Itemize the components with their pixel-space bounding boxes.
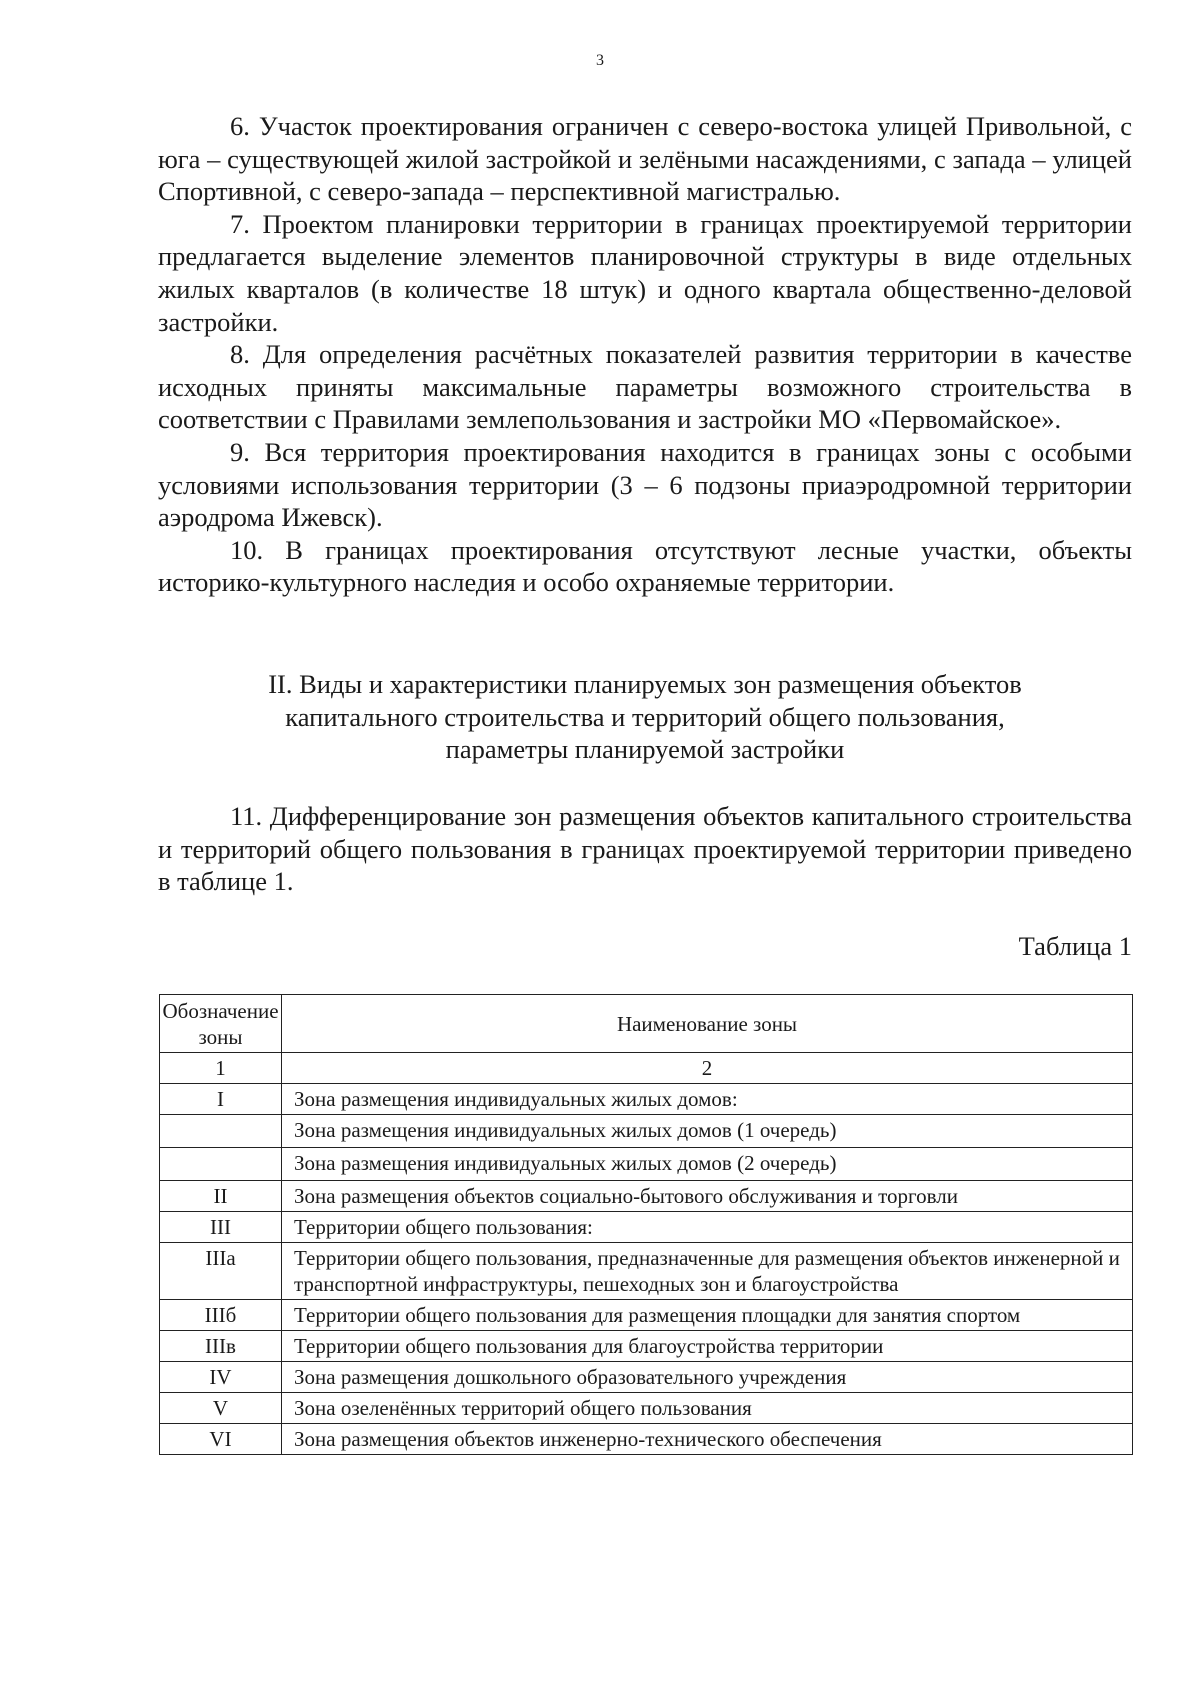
table-header-row <box>160 995 1133 1053</box>
zone-name: Зона размещения объектов социально-бытового обслуживания и торговли <box>282 1181 1133 1212</box>
zone-code: III <box>160 1212 282 1243</box>
zone-name: Зона размещения дошкольного образовательного учреждения <box>282 1362 1133 1393</box>
table-column-numbers-row <box>160 1053 1133 1084</box>
zone-name: Зона размещения индивидуальных жилых домов (1 очередь) <box>282 1115 1133 1148</box>
zone-code: I <box>160 1084 282 1115</box>
zone-code: IIIа <box>160 1243 282 1300</box>
page-number: 3 <box>596 52 604 69</box>
zone-code: IIIб <box>160 1300 282 1331</box>
zone-code: IV <box>160 1362 282 1393</box>
table-caption: Таблица 1 <box>1018 931 1132 961</box>
zone-name: Зона размещения индивидуальных жилых домов: <box>282 1084 1133 1115</box>
zone-name: Территории общего пользования: <box>282 1212 1133 1243</box>
zone-code: II <box>160 1181 282 1212</box>
zone-name: Зона размещения индивидуальных жилых домов (2 очередь) <box>282 1148 1133 1181</box>
zone-name: Территории общего пользования для благоустройства территории <box>282 1331 1133 1362</box>
paragraph-6: 6. Участок проектирования ограничен с северо-востока улицей Привольной, с юга – существующей жилой застройкой и зелёными насаждениями, с запада – улицей Спортивной, с северо-запада – перспективной магистралью. <box>158 111 1132 207</box>
zone-code <box>160 1115 282 1148</box>
table-row <box>160 1393 1133 1424</box>
table-row <box>160 1084 1133 1115</box>
table-row <box>160 1362 1133 1393</box>
table-row <box>160 1212 1133 1243</box>
table-row <box>160 1300 1133 1331</box>
table-row <box>160 1424 1133 1455</box>
paragraph-9: 9. Вся территория проектирования находится в границах зоны с особыми условиями использования территории (3 – 6 подзоны приаэродромной территории аэродрома Ижевск). <box>158 436 1132 533</box>
section-heading-line: параметры планируемой застройки <box>445 734 845 765</box>
zone-name: Территории общего пользования, предназначенные для размещения объектов инженерной и транспортной инфраструктуры, пешеходных зон и благоустройства <box>282 1243 1133 1300</box>
paragraph-10: 10. В границах проектирования отсутствуют лесные участки, объекты историко-культурного наследия и особо охраняемые территории. <box>158 534 1132 598</box>
section-heading <box>158 668 1132 766</box>
paragraph-8: 8. Для определения расчётных показателей развития территории в качестве исходных приняты максимальные параметры возможного строительства в соответствии с Правилами землепользования и застройки МО «Первомайское». <box>158 339 1132 435</box>
table-row <box>160 1331 1133 1362</box>
zone-code: V <box>160 1393 282 1424</box>
table-row <box>160 1181 1133 1212</box>
zone-code: IIIв <box>160 1331 282 1362</box>
column-number: 2 <box>282 1053 1133 1084</box>
zone-name: Зона размещения объектов инженерно-технического обеспечения <box>282 1424 1133 1455</box>
zone-code: VI <box>160 1424 282 1455</box>
zone-name: Зона озеленённых территорий общего пользования <box>282 1393 1133 1424</box>
table-row <box>160 1148 1133 1181</box>
header-zone-code: Обозначение зоны <box>160 995 282 1053</box>
table-row <box>160 1115 1133 1148</box>
zones-table <box>159 994 1133 1455</box>
column-number: 1 <box>160 1053 282 1084</box>
zone-name: Территории общего пользования для размещения площадки для занятия спортом <box>282 1300 1133 1331</box>
header-zone-name: Наименование зоны <box>282 995 1133 1053</box>
paragraph-7: 7. Проектом планировки территории в границах проектируемой территории предлагается выделение элементов планировочной структуры в виде отдельных жилых кварталов (в количестве 18 штук) и одного квартала общественно-деловой застройки. <box>158 208 1132 337</box>
section-heading-line: II. Виды и характеристики планируемых зон размещения объектов <box>268 669 1022 699</box>
table-row <box>160 1243 1133 1300</box>
paragraph-11: 11. Дифференцирование зон размещения объектов капитального строительства и территорий общего пользования в границах проектируемой территории приведено в таблице 1. <box>158 801 1132 897</box>
section-heading-line: капитального строительства и территорий общего пользования, <box>285 701 1005 732</box>
body-text <box>158 110 1132 599</box>
zone-code <box>160 1148 282 1181</box>
